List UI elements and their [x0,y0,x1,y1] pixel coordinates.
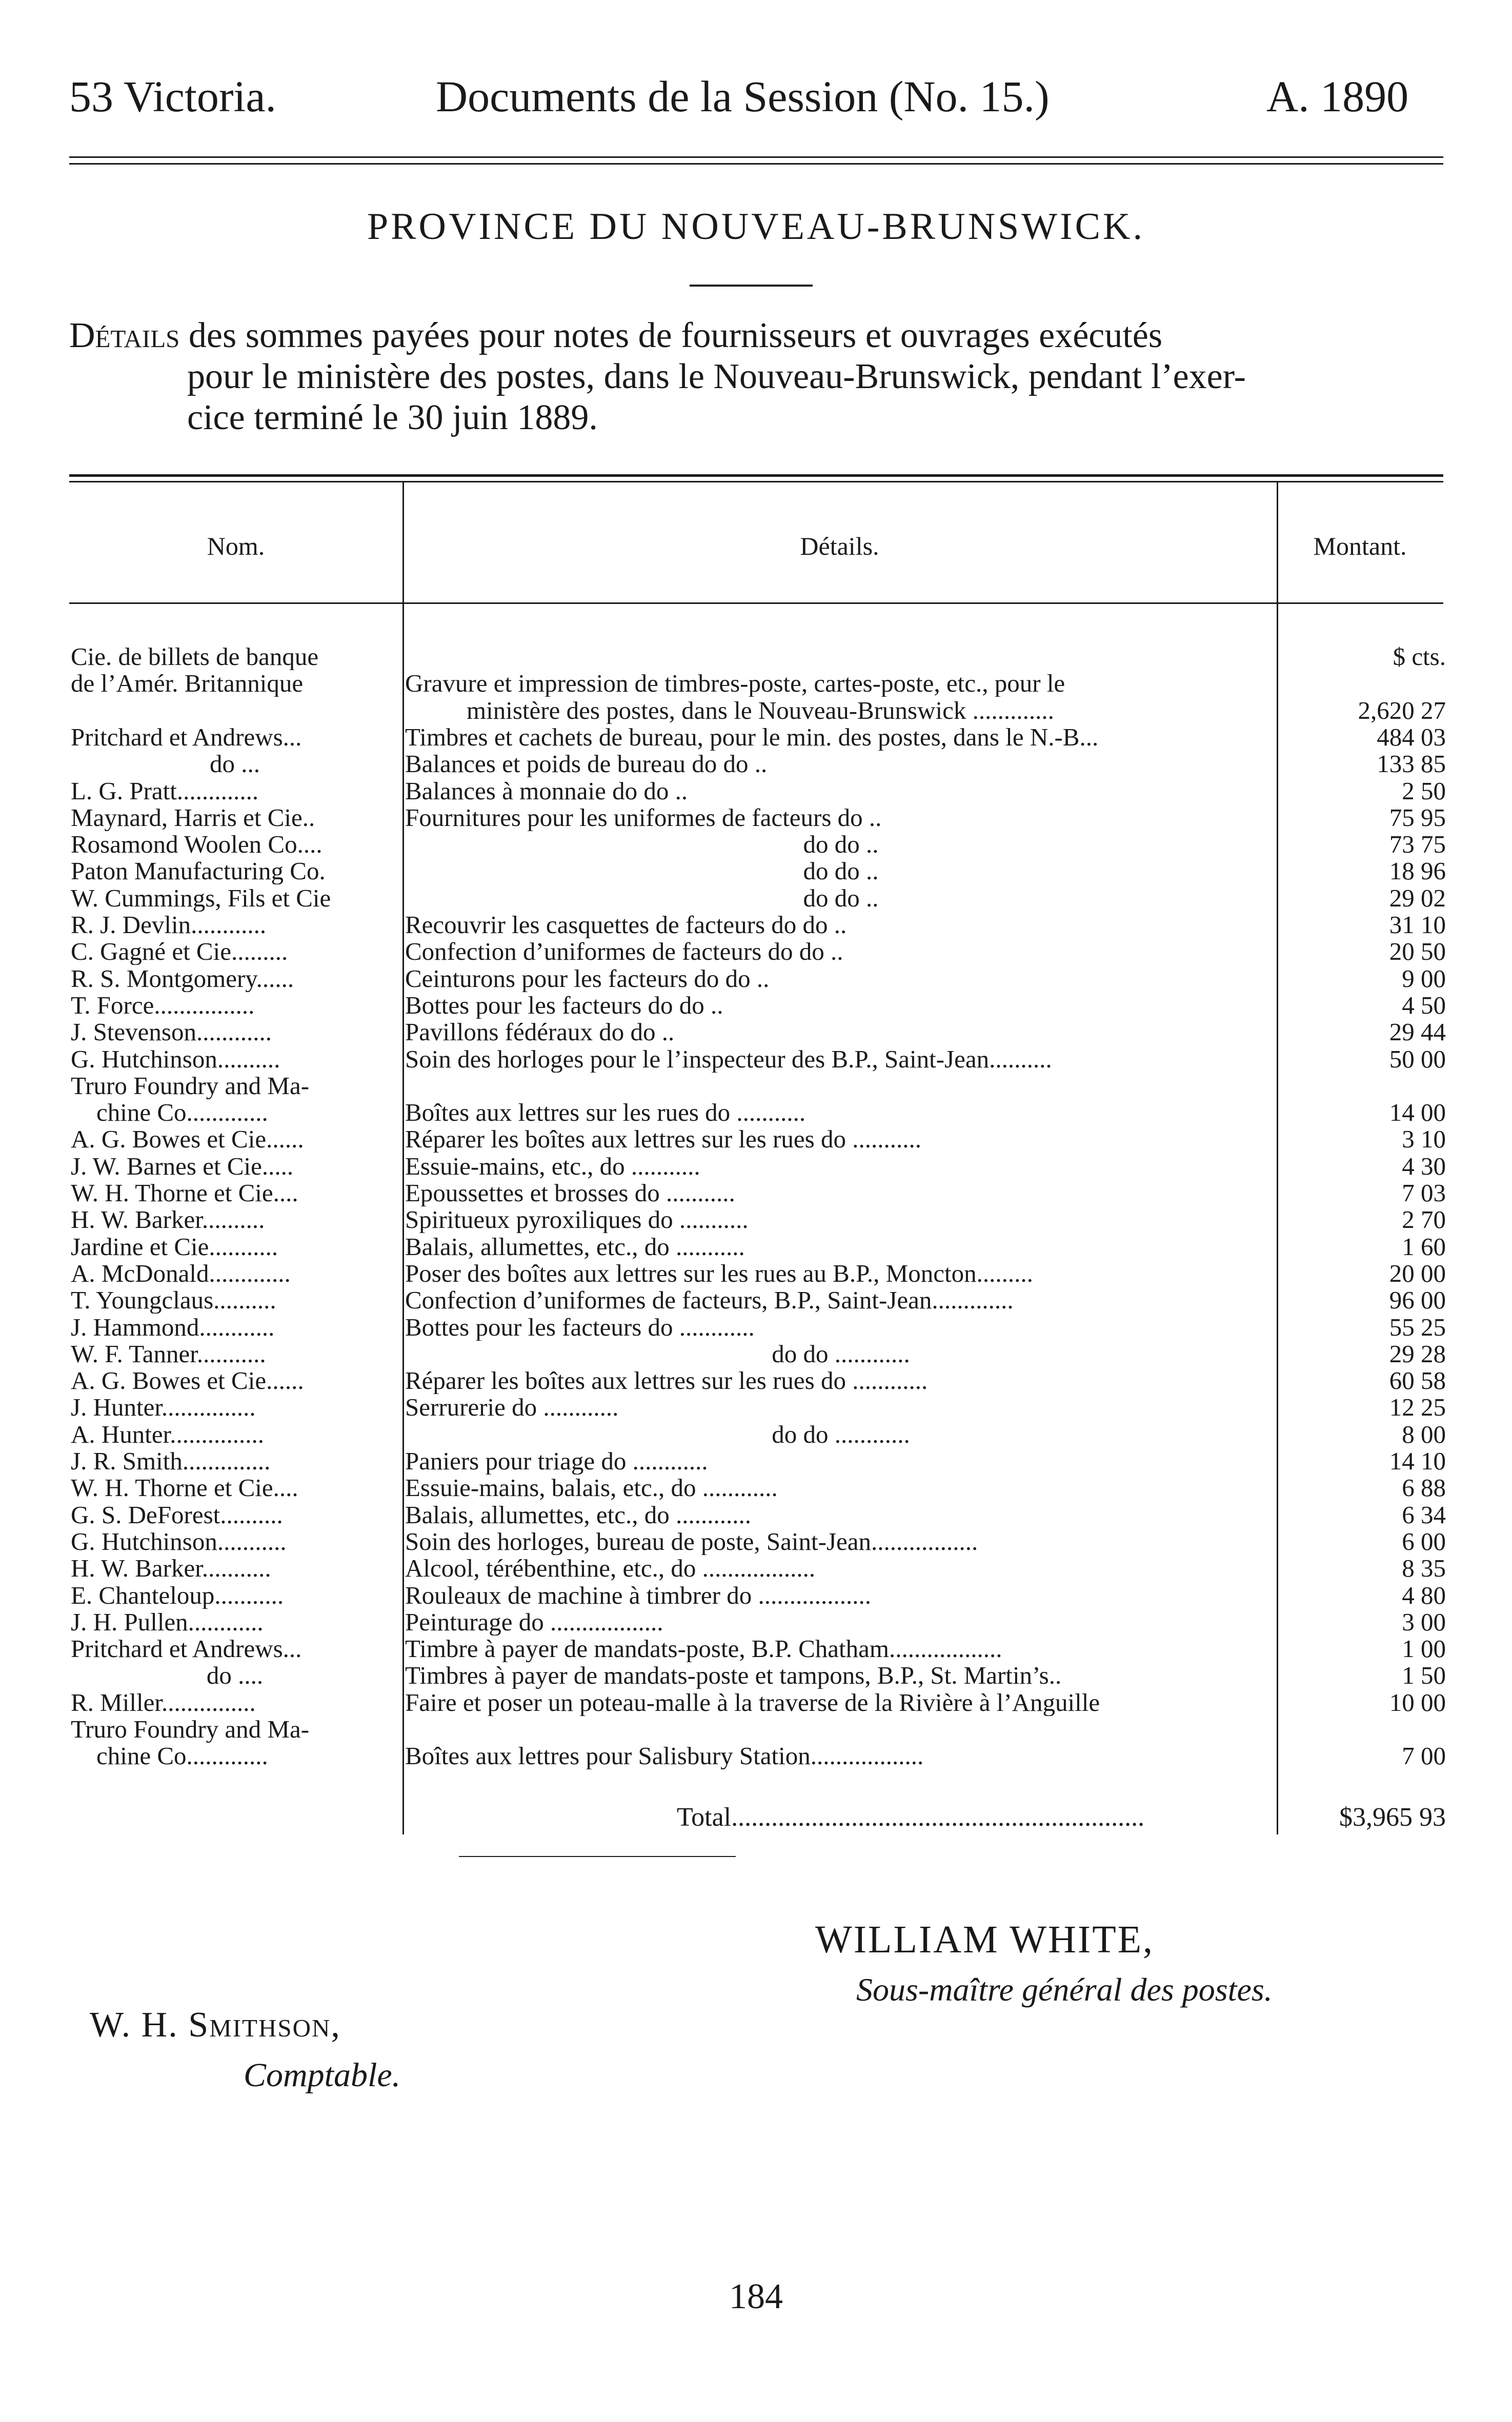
row-details: do do .. [803,858,879,885]
table-row [0,1716,1512,1743]
row-details: Réparer les boîtes aux lettres sur les rues do ............ [405,1367,928,1395]
row-name: Rosamond Woolen Co.... [71,831,322,858]
intro-lead-word: Détails [69,316,180,355]
row-amount: 55 25 [1389,1314,1446,1341]
row-details: Balais, allumettes, etc., do ............ [405,1501,751,1528]
row-name: W. H. Thorne et Cie.... [71,1475,298,1502]
table-row [0,1475,1512,1501]
header-title: Documents de la Session (No. 15.) [436,72,1050,121]
row-amount: 29 28 [1389,1340,1446,1367]
row-name: Truro Foundry and Ma- [71,1072,310,1099]
row-name: A. McDonald............. [71,1260,291,1287]
row-name: J. Hammond............ [71,1314,275,1341]
table-row [0,965,1512,992]
table-row [0,912,1512,938]
row-amount: 1 50 [1402,1662,1446,1689]
row-amount: 4 30 [1402,1153,1446,1180]
row-name: Truro Foundry and Ma- [71,1716,310,1743]
row-name: Paton Manufacturing Co. [71,858,326,885]
row-amount: 4 50 [1402,992,1446,1019]
row-amount: 7 03 [1402,1180,1446,1206]
row-name: L. G. Pratt............. [71,777,259,804]
row-name: chine Co............. [96,1743,268,1770]
table-row [0,778,1512,804]
column-header-nom: Nom. [207,532,265,560]
row-name: A. G. Bowes et Cie...... [71,1367,304,1395]
table-row [0,1689,1512,1716]
table-row [0,1206,1512,1233]
table-row [0,724,1512,751]
row-name: H. W. Barker.......... [71,1206,265,1234]
intro-line-3: cice terminé le 30 juin 1889. [187,398,598,437]
province-underline [690,285,813,287]
row-amount: 1 00 [1402,1636,1446,1663]
row-name: G. S. DeForest.......... [71,1501,283,1528]
row-amount: 20 50 [1389,938,1446,965]
row-amount: 9 00 [1402,965,1446,992]
row-name: R. S. Montgomery...... [71,965,294,992]
row-name: G. Hutchinson........... [71,1528,287,1555]
intro-paragraph [69,315,1454,438]
row-details: do do ............ [772,1421,910,1448]
table-row [0,1046,1512,1073]
row-amount: 29 02 [1389,884,1446,912]
table-header-rule [69,602,1443,604]
table-row [0,1153,1512,1180]
table-row [0,804,1512,831]
row-name: H. W. Barker........... [71,1555,271,1582]
row-amount: 18 96 [1389,858,1446,885]
row-details: ministère des postes, dans le Nouveau-Brunswick ............. [467,697,1054,724]
row-amount: 8 00 [1402,1421,1446,1448]
row-details: do do .. [803,884,879,912]
intro-line-2: pour le ministère des postes, dans le Nouveau-Brunswick, pendant l’exer- [187,357,1246,396]
row-details: Boîtes aux lettres sur les rues do ........... [405,1099,806,1126]
row-name: C. Gagné et Cie......... [71,938,288,965]
row-details: Confection d’uniformes de facteurs, B.P., Saint-Jean............. [405,1287,1014,1314]
table-row [0,751,1512,777]
row-amount: 14 10 [1389,1448,1446,1475]
row-name: W. H. Thorne et Cie.... [71,1180,298,1206]
signatory-title-left: Comptable. [244,2056,401,2094]
row-details: Spiritueux pyroxiliques do ........... [405,1206,749,1234]
row-name: Cie. de billets de banque [71,643,319,670]
table-row [0,1421,1512,1448]
table-row [0,643,1512,670]
table-row [0,858,1512,884]
row-amount: 50 00 [1389,1045,1446,1073]
row-amount: 31 10 [1389,912,1446,938]
row-name: de l’Amér. Britannique [71,670,304,697]
row-name: J. W. Barnes et Cie..... [71,1153,294,1180]
row-details: Balances et poids de bureau do do .. [405,751,768,778]
table-row [0,670,1512,697]
row-details: Timbres et cachets de bureau, pour le min. des postes, dans le N.-B... [405,723,1099,751]
table-row [0,1073,1512,1099]
header-year: A. 1890 [1266,72,1409,121]
row-name: J. Hunter............... [71,1394,256,1421]
row-amount: 29 44 [1389,1019,1446,1046]
table-row [0,1314,1512,1341]
row-details: Timbres à payer de mandats-poste et tampons, B.P., St. Martin’s.. [405,1662,1062,1689]
row-amount: 14 00 [1389,1099,1446,1126]
column-header-details: Détails. [800,532,879,560]
row-details: Timbre à payer de mandats-poste, B.P. Chatham.................. [405,1636,1002,1663]
signatory-title-right: Sous-maître général des postes. [856,1971,1273,2008]
row-details: Peinturage do .................. [405,1608,663,1636]
table-row [0,1743,1512,1769]
row-name: do ... [210,751,260,778]
row-details: Boîtes aux lettres pour Salisbury Station.................. [405,1743,924,1770]
header-rule-bottom [69,163,1443,165]
row-name: R. J. Devlin............ [71,912,267,938]
row-amount: 73 75 [1389,831,1446,858]
intro-line-1-text: des sommes payées pour notes de fournisseurs et ouvrages exécutés [179,316,1163,355]
signature-block-right [815,1920,1273,2006]
page-number: 184 [729,2277,783,2316]
table-row [0,1502,1512,1528]
row-details: Balances à monnaie do do .. [405,777,688,804]
row-amount: 96 00 [1389,1287,1446,1314]
row-details: do do .. [803,831,879,858]
row-details: Fournitures pour les uniformes de facteurs do .. [405,804,882,831]
row-name: T. Force................ [71,992,255,1019]
table-row [0,1582,1512,1609]
table-top-rule-1 [69,474,1443,477]
row-name: E. Chanteloup........... [71,1582,284,1609]
row-amount: 133 85 [1377,751,1446,778]
row-details: Essuie-mains, etc., do ........... [405,1153,700,1180]
row-name: G. Hutchinson.......... [71,1045,280,1073]
row-details: Balais, allumettes, etc., do ........... [405,1233,745,1260]
row-name: J. H. Pullen............ [71,1608,264,1636]
row-details: Epoussettes et brosses do ........... [405,1180,735,1206]
row-amount: 10 00 [1389,1689,1446,1716]
row-amount: 4 80 [1402,1582,1446,1609]
column-header-montant: Montant. [1313,532,1407,560]
table-row [0,1126,1512,1153]
table-row [0,1099,1512,1126]
table-row [0,1528,1512,1555]
row-amount: 75 95 [1389,804,1446,831]
row-details: Essuie-mains, balais, etc., do ............ [405,1475,778,1502]
row-amount: 12 25 [1389,1394,1446,1421]
table-row [0,1662,1512,1689]
row-details: do do ............ [772,1340,910,1367]
row-details: Pavillons fédéraux do do .. [405,1019,675,1046]
row-name: Pritchard et Andrews... [71,723,302,751]
row-amount: 2 70 [1402,1206,1446,1234]
row-amount: 484 03 [1377,723,1446,751]
total-amount: $3,965 93 [1339,1803,1446,1832]
table-row [0,1260,1512,1287]
row-details: Paniers pour triage do ............ [405,1448,708,1475]
signatory-name-right: WILLIAM WHITE, [815,1918,1155,1961]
row-amount: 2,620 27 [1358,697,1446,724]
row-name: A. G. Bowes et Cie...... [71,1126,304,1153]
row-details: Soin des horloges pour le l’inspecteur des B.P., Saint-Jean.......... [405,1045,1052,1073]
row-name: A. Hunter............... [71,1421,264,1448]
row-details: Poser des boîtes aux lettres sur les rues au B.P., Moncton......... [405,1260,1033,1287]
total-row [0,1802,1512,1833]
total-label: Total.............................................................. [677,1803,1145,1832]
row-name: W. F. Tanner........... [71,1340,266,1367]
table-row [0,1555,1512,1582]
table-row [0,697,1512,724]
table-row [0,1609,1512,1636]
row-amount: 6 00 [1402,1528,1446,1555]
row-amount: 7 00 [1402,1743,1446,1770]
table-row [0,1234,1512,1260]
table-row [0,1019,1512,1045]
table-row [0,885,1512,912]
signature-block-left [90,2007,400,2092]
table-row [0,992,1512,1019]
row-name: T. Youngclaus.......... [71,1287,276,1314]
row-details: Bottes pour les facteurs do ............ [405,1314,755,1341]
province-title: PROVINCE DU NOUVEAU-BRUNSWICK. [367,206,1145,248]
row-amount: 6 88 [1402,1475,1446,1502]
row-details: Serrurerie do ............ [405,1394,619,1421]
row-details: Ceinturons pour les facteurs do do .. [405,965,770,992]
intro-line-1 [69,315,1454,356]
row-name: chine Co............. [96,1099,268,1126]
row-amount: 60 58 [1389,1367,1446,1395]
row-amount: 6 34 [1402,1501,1446,1528]
row-name: Pritchard et Andrews... [71,1636,302,1663]
table-bottom-rule [459,1856,736,1857]
header-volume: 53 Victoria. [69,72,277,121]
row-name: do .... [206,1662,264,1689]
currency-header: $ cts. [1393,643,1446,670]
table-row [0,1636,1512,1662]
row-name: R. Miller............... [71,1689,256,1716]
row-amount: 1 60 [1402,1233,1446,1260]
row-details: Recouvrir les casquettes de facteurs do do .. [405,912,847,938]
table-top-rule-2 [69,481,1443,482]
row-amount: 2 50 [1402,777,1446,804]
table-row [0,1341,1512,1367]
header-rule-top [69,156,1443,158]
row-amount: 20 00 [1389,1260,1446,1287]
row-amount: 3 00 [1402,1608,1446,1636]
table-row [0,1448,1512,1475]
row-details: Bottes pour les facteurs do do .. [405,992,723,1019]
signatory-name-left: W. H. Smithson, [90,2005,341,2045]
row-name: J. R. Smith.............. [71,1448,271,1475]
table-row [0,1394,1512,1421]
row-name: Maynard, Harris et Cie.. [71,804,315,831]
row-name: W. Cummings, Fils et Cie [71,884,331,912]
row-details: Confection d’uniformes de facteurs do do .. [405,938,843,965]
row-details: Gravure et impression de timbres-poste, cartes-poste, etc., pour le [405,670,1065,697]
row-name: Jardine et Cie........... [71,1233,278,1260]
row-amount: 8 35 [1402,1555,1446,1582]
row-details: Réparer les boîtes aux lettres sur les rues do ........... [405,1126,921,1153]
table-row [0,1180,1512,1206]
table-row [0,1367,1512,1394]
row-amount: 3 10 [1402,1126,1446,1153]
row-name: J. Stevenson............ [71,1019,272,1046]
table-row [0,938,1512,965]
row-details: Faire et poser un poteau-malle à la traverse de la Rivière à l’Anguille [405,1689,1100,1716]
row-details: Rouleaux de machine à timbrer do .................. [405,1582,871,1609]
table-row [0,1287,1512,1314]
row-details: Alcool, térébenthine, etc., do .................. [405,1555,816,1582]
table-row [0,831,1512,858]
row-details: Soin des horloges, bureau de poste, Saint-Jean................. [405,1528,978,1555]
